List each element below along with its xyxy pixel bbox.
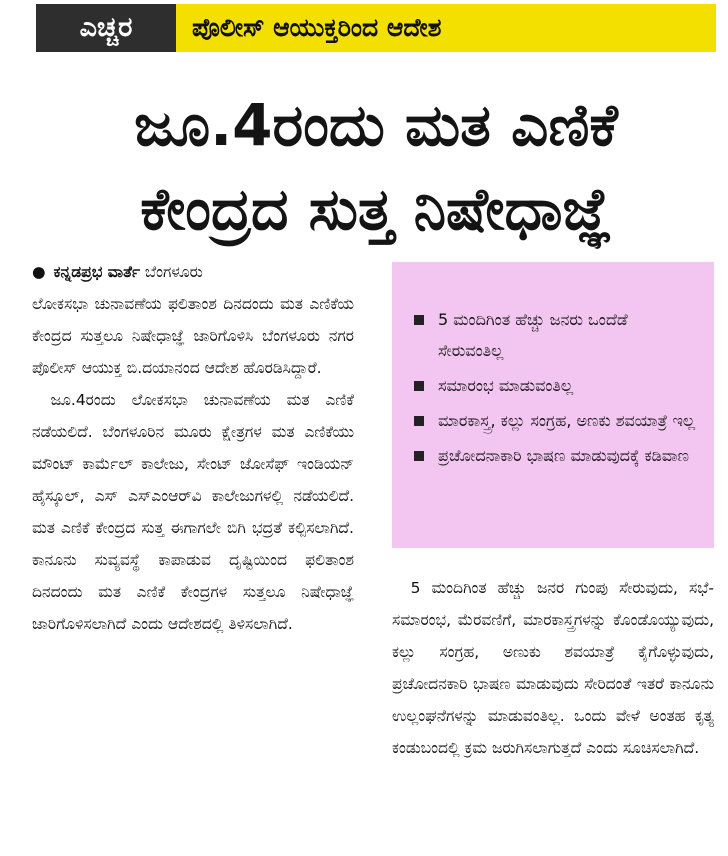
square-bullet-icon [414,451,424,461]
kicker-text: ಪೊಲೀಸ್ ಆಯುಕ್ತರಿಂದ ಆದೇಶ [176,4,716,52]
kicker-bar [36,4,716,52]
highlight-item: ಪ್ರಚೋದನಾಕಾರಿ ಭಾಷಣ ಮಾಡುವುದಕ್ಕೆ ಕಡಿವಾಣ [414,440,698,471]
highlight-item: ಮಾರಕಾಸ್ತ್ರ, ಕಲ್ಲು ಸಂಗ್ರಹ, ಅಣಕು ಶವಯಾತ್ರೆ ಇಲ್ಲ [414,405,698,436]
byline-city: ಬೆಂಗಳೂರು [144,263,203,281]
article-paragraph-2: ಜೂ.4ರಂದು ಲೋಕಸಭಾ ಚುನಾವಣೆಯ ಮತ ಎಣಿಕೆ ನಡೆಯಲಿದೆ. ಬೆಂಗಳೂರಿನ ಮೂರು ಕ್ಷೇತ್ರಗಳ ಮತ ಎಣಿಕೆಯು ಮೌಂಟ್ ಕಾರ್ಮೆಲ್ ಕಾಲೇಜು, ಸೇಂಟ್ ಜೋಸೆಫ್ ಇಂಡಿಯನ್ ಹೈಸ್ಕೂಲ್, ಎಸ್ ಎಸ್ಎಂಆರ್‌ವಿ ಕಾಲೇಜುಗಳಲ್ಲಿ ನಡೆಯಲಿದೆ. ಮತ ಎಣಿಕೆ ಕೇಂದ್ರದ ಸುತ್ತ ಈಗಾಗಲೇ ಬಿಗಿ ಭದ್ರತೆ ಕಲ್ಪಿಸಲಾಗಿದೆ. ಕಾನೂನು ಸುವ್ಯವಸ್ಥೆ ಕಾಪಾಡುವ ದೃಷ್ಟಿಯಿಂದ ಫಲಿತಾಂಶ ದಿನದಂದು ಮತ ಎಣಿಕೆ ಕೇಂದ್ರಗಳ ಸುತ್ತಲೂ ನಿಷೇಧಾಜ್ಞೆ ಜಾರಿಗೊಳಿಸಲಾಗಿದೆ ಎಂದು ಆದೇಶದಲ್ಲಿ ತಿಳಿಸಲಾಗಿದೆ. [32,391,354,633]
article-paragraph-3: 5 ಮಂದಿಗಿಂತ ಹೆಚ್ಚು ಜನರ ಗುಂಪು ಸೇರುವುದು, ಸಭೆ-ಸಮಾರಂಭ, ಮೆರವಣಿಗೆ, ಮಾರಕಾಸ್ತ್ರಗಳನ್ನು ಕೊಂಡೊಯ್ಯುವುದು, ಕಲ್ಲು ಸಂಗ್ರಹ, ಅಣುಕು ಶವಯಾತ್ರೆ ಕೈಗೊಳ್ಳುವುದು, ಪ್ರಚೋದನಕಾರಿ ಭಾಷಣ ಮಾಡುವುದು ಸೇರಿದಂತೆ ಇತರೆ ಕಾನೂನು ಉಲ್ಲಂಘನೆಗಳನ್ನು ಮಾಡುವಂತಿಲ್ಲ. ಒಂದು ವೇಳೆ ಅಂತಹ ಕೃತ್ಯ ಕಂಡುಬಂದಲ್ಲಿ ಕ್ರಮ ಜರುಗಿಸಲಾಗುತ್ತದೆ ಎಂದು ಸೂಚಿಸಲಾಗಿದೆ. [392,579,714,757]
bullet-icon: ● [32,263,46,281]
byline-agency: ಕನ್ನಡಪ್ರಭ ವಾರ್ತೆ [53,263,140,281]
headline-line-1: ಜೂ.4ರಂದು ಮತ ಎಣಿಕೆ [134,91,618,159]
headline-line-2: ಕೇಂದ್ರದ ಸುತ್ತ ನಿಷೇಧಾಜ್ಞೆ [140,175,612,243]
highlights-box [392,262,714,548]
article-column-left [32,256,354,640]
square-bullet-icon [414,416,424,426]
article-paragraph-1: ಲೋಕಸಭಾ ಚುನಾವಣೆಯ ಫಲಿತಾಂಶ ದಿನದಂದು ಮತ ಎಣಿಕೆಯ ಕೇಂದ್ರದ ಸುತ್ತಲೂ ನಿಷೇಧಾಜ್ಞೆ ಜಾರಿಗೊಳಿಸಿ ಬೆಂಗಳೂರು ನಗರ ಪೊಲೀಸ್ ಆಯುಕ್ತ ಬಿ.ದಯಾನಂದ ಆದೇಶ ಹೊರಡಿಸಿದ್ದಾರೆ. [32,295,354,377]
article-column-right [392,572,714,764]
square-bullet-icon [414,315,424,325]
kicker-tag: ಎಚ್ಚರ [36,4,176,52]
byline [32,256,354,288]
highlights-list [414,304,698,471]
highlight-item: 5 ಮಂದಿಗಿಂತ ಹೆಚ್ಚು ಜನರು ಒಂದೆಡೆ ಸೇರುವಂತಿಲ್ಲ [414,304,698,366]
highlight-item: ಸಮಾರಂಭ ಮಾಡುವಂತಿಲ್ಲ [414,370,698,401]
square-bullet-icon [414,381,424,391]
